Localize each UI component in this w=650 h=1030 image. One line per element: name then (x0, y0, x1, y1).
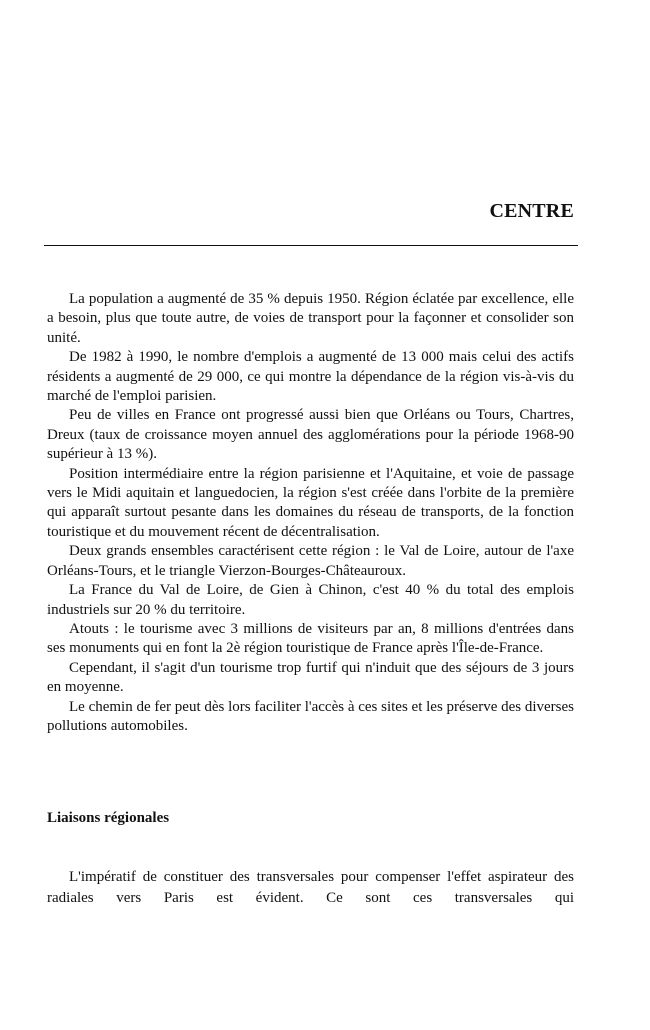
paragraph: L'impératif de constituer des transversales pour compenser l'effet aspirateur des radiales vers Paris est évident. Ce sont ces transversales qui (47, 869, 574, 906)
section-body (47, 867, 574, 908)
paragraph: De 1982 à 1990, le nombre d'emplois a augmenté de 13 000 mais celui des actifs résidents a augmenté de 29 000, ce qui montre la dépendance de la région vis-à-vis du marché de l'emploi parisien. (47, 349, 574, 405)
paragraph: Peu de villes en France ont progressé aussi bien que Orléans ou Tours, Chartres, Dreux (taux de croissance moyen annuel des agglomérations pour la période 1968-90 supérieur à 13 %). (47, 407, 574, 463)
paragraph: La population a augmenté de 35 % depuis 1950. Région éclatée par excellence, elle a besoin, plus que toute autre, de voies de transport pour la façonner et consolider son unité. (47, 291, 574, 346)
paragraph: Deux grands ensembles caractérisent cette région : le Val de Loire, autour de l'axe Orléans-Tours, et le triangle Vierzon-Bourges-Châteauroux. (47, 543, 574, 579)
title-divider (44, 245, 578, 246)
paragraph: Position intermédiaire entre la région parisienne et l'Aquitaine, et voie de passage vers le Midi aquitain et languedocien, la région s'est créée dans l'orbite de la première qui apparaît surtout pesante dans les domaines du réseau de transports, de la fonction touristique et du mouvement récent de décentralisation. (47, 465, 574, 540)
paragraph: Atouts : le tourisme avec 3 millions de visiteurs par an, 8 millions d'entrées dans ses monuments qui en font la 2è région touristique de France après l'Île-de-France. (47, 620, 574, 657)
paragraph: La France du Val de Loire, de Gien à Chinon, c'est 40 % du total des emplois industriels sur 20 % du territoire. (47, 582, 574, 618)
paragraph: Le chemin de fer peut dès lors faciliter l'accès à ces sites et les préserve des diverses pollutions automobiles. (47, 698, 574, 734)
paragraph: Cependant, il s'agit d'un tourisme trop furtif qui n'induit que des séjours de 3 jours en moyenne. (47, 659, 574, 696)
body-text (47, 290, 574, 736)
chapter-title: CENTRE (489, 200, 574, 222)
section-heading: Liaisons régionales (47, 810, 170, 826)
